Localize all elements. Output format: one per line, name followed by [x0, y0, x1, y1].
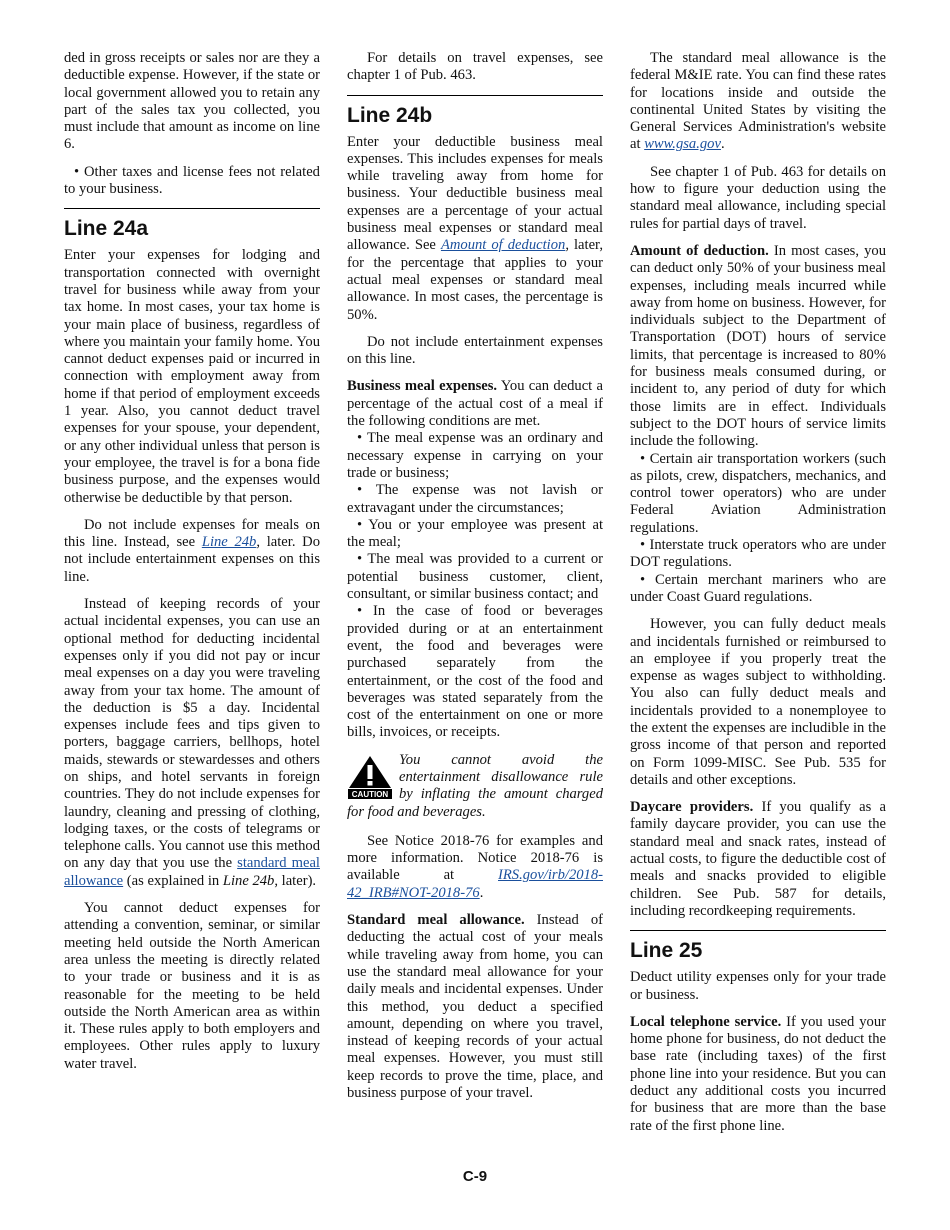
bullet-item: • In the case of food or beverages provided during or at an entertainment event, the food and beverages were purchased separately from the entertainment, or the cost of the food and beverages was stated separately from the cost of the entertainment on one or more bills, invoices, or receipts. — [347, 603, 603, 741]
caution-icon — [347, 754, 393, 800]
heading-line-24a: Line 24a — [64, 217, 149, 241]
link-amount-of-deduction[interactable]: Amount of deduction — [440, 237, 566, 254]
caution-label: CAUTION — [351, 789, 389, 799]
paragraph-incidental: Instead of keeping records of your actual incidental expenses, you can use an optional method for deducting incidental expenses only if you did not pay or incur meal expenses on a day you were traveling away from your tax home. The amount of the deduction is $5 a day. Incidental expenses include fees and tips given to porters, baggage carriers, bellhops, hotel maids, stewards or stewardesses and others on ships, and hotel servants in foreign countries. They do not include expenses for laundry, cleaning and pressing of clothing, lodging taxes, or the costs of telegrams or telephone calls. You cannot use this method on any day that you use the standard meal allowance (as explained in Line 24b, later). — [64, 596, 320, 889]
bullet-other-taxes: • Other taxes and license fees not related to your business. — [64, 163, 320, 198]
bullet-item: • The meal was provided to a current or potential business customer, client, consultant, or similar business contact; and — [347, 551, 603, 603]
paragraph-24a: Enter your expenses for lodging and transportation connected with overnight travel for business while away from your tax home. In most cases, your tax home is your main place of business, regardless of where you maintain your family home. You cannot deduct expenses paid or incurred in connection with employment away from home if that period of employment exceeds 1 year. Also, you cannot deduct travel expenses for your spouse, your dependent, or any other individual unless that person is your employee, the travel is for a bona fide business purpose, and the expenses would otherwise be deductible by that person. — [64, 247, 320, 506]
paragraph-notice: See Notice 2018-76 for examples and more information. Notice 2018-76 is available at IRS.gov/irb/2018-42_IRB#NOT-2018-76. — [347, 832, 603, 901]
paragraph-telephone: Local telephone service. If you used your home phone for business, do not deduct the base rate (including taxes) of the first phone line into your residence. But you can deduct any additional costs you incurred for business that are more than the base rate of the first phone line. — [630, 1013, 886, 1134]
section-divider — [64, 208, 320, 209]
link-irs-notice[interactable]: IRS.gov/irb/2018-42_IRB#NOT-2018-76 — [347, 867, 603, 901]
column-2 — [347, 50, 603, 1112]
paragraph-sales-tax: ded in gross receipts or sales nor are they a deductible expense. However, if the state or local government allowed you to retain any part of the sales tax you collected, you must include that amount as income on line 6. — [64, 50, 320, 153]
link-standard-meal-allowance[interactable]: standard meal allowance — [64, 855, 320, 889]
caution-callout — [347, 752, 603, 821]
section-divider — [630, 930, 886, 931]
paragraph-standard-meal: Standard meal allowance. Instead of deducting the actual cost of your meals while traveling away from home, you can use the standard meal allowance for your daily meals and incidental expenses. Under this method, you deduct a specified amount, depending on where you travel, instead of keeping records of your actual meal expenses. However, you must still keep records to prove the time, place, and business purpose of your travel. — [347, 912, 603, 1102]
heading-line-24b: Line 24b — [347, 103, 433, 127]
bullet-item: • Certain merchant mariners who are under Coast Guard regulations. — [630, 571, 886, 605]
heading-line-25: Line 25 — [630, 939, 703, 963]
bullet-item: • The meal expense was an ordinary and necessary expense in carrying on your trade or business; — [347, 430, 603, 481]
paragraph-federal-rate: The standard meal allowance is the federal M&IE rate. You can find these rates for locations inside and outside the continental United States by visiting the General Services Administration's website at www.gsa.gov. — [630, 50, 886, 153]
bullet-item: • Interstate truck operators who are under DOT regulations. — [630, 537, 886, 571]
paragraph-however: However, you can fully deduct meals and incidentals furnished or reimbursed to an employee if you properly treat the expense as wages subject to withholding. You also can fully deduct meals and incidentals provided to a nonemployee to the extent the expenses are includible in the gross income of that person and reported on Form 1099-MISC. See Pub. 535 for details and other exceptions. — [630, 616, 886, 788]
link-gsa[interactable]: www.gsa.gov — [644, 136, 721, 153]
paragraph-travel-details: For details on travel expenses, see chapter 1 of Pub. 463. — [347, 50, 603, 84]
paragraph-chapter-1: See chapter 1 of Pub. 463 for details on how to figure your deduction using the standard meal allowance, including special rules for partial days of travel. — [630, 163, 886, 232]
paragraph-amount-of-deduction: Amount of deduction. In most cases, you can deduct only 50% of your business meal expenses, including meals incurred while away from home on business. However, for individuals subject to the Department of Transportation (DOT) hours of service limits, that percentage is increased to 80% for business meals consumed during, or incident to, any period of duty for which those limits are in effect. Individuals subject to the DOT hours of service limits include the following. — [630, 242, 886, 450]
column-3 — [630, 50, 886, 1145]
paragraph-business-meal: Business meal expenses. You can deduct a percentage of the actual cost of a meal if the following conditions are met. — [347, 378, 603, 430]
paragraph-convention: You cannot deduct expenses for attending a convention, seminar, or similar meeting held outside the North American area unless the meeting is directly related to your trade or business and it is as reasonable for the meeting to be held outside the North American area as within it. These rules apply to both employers and employees. Other rules apply to luxury water travel. — [64, 900, 320, 1072]
page-number: C-9 — [462, 1168, 488, 1185]
paragraph-meals: Do not include expenses for meals on this line. Instead, see Line 24b, later. Do not include entertainment expenses on this line. — [64, 516, 320, 585]
paragraph-no-entertainment: Do not include entertainment expenses on this line. — [347, 333, 603, 368]
section-divider — [347, 95, 603, 96]
paragraph-24b: Enter your deductible business meal expenses. This includes expenses for meals while traveling away from home for business. Your deductible business meal expenses are a percentage of your actual business meal expenses or standard meal allowance. See Amount of deduction, later, for the percentage that applies to your actual meal expenses or standard meal allowance. In most cases, the percentage is 50%. — [347, 133, 603, 323]
caution-text: You cannot avoid the entertainment disallowance rule by inflating the amount charged for food and beverages. — [347, 751, 603, 820]
bullet-item: • Certain air transportation workers (such as pilots, crew, dispatchers, mechanics, and control tower operators) who are under Federal Aviation Administration regulations. — [630, 450, 886, 536]
bullet-item: • You or your employee was present at the meal; — [347, 516, 603, 551]
link-line-24b[interactable]: Line 24b — [201, 534, 257, 551]
column-1 — [64, 50, 320, 1083]
bullet-item: • The expense was not lavish or extravagant under the circumstances; — [347, 482, 603, 516]
paragraph-daycare: Daycare providers. If you qualify as a family daycare provider, you can use the standard meal and snack rates, instead of actual costs, to figure the deductible cost of meals and snacks provided to eligible children. See Pub. 587 for details, including recordkeeping requirements. — [630, 799, 886, 919]
paragraph-25: Deduct utility expenses only for your trade or business. — [630, 969, 886, 1003]
